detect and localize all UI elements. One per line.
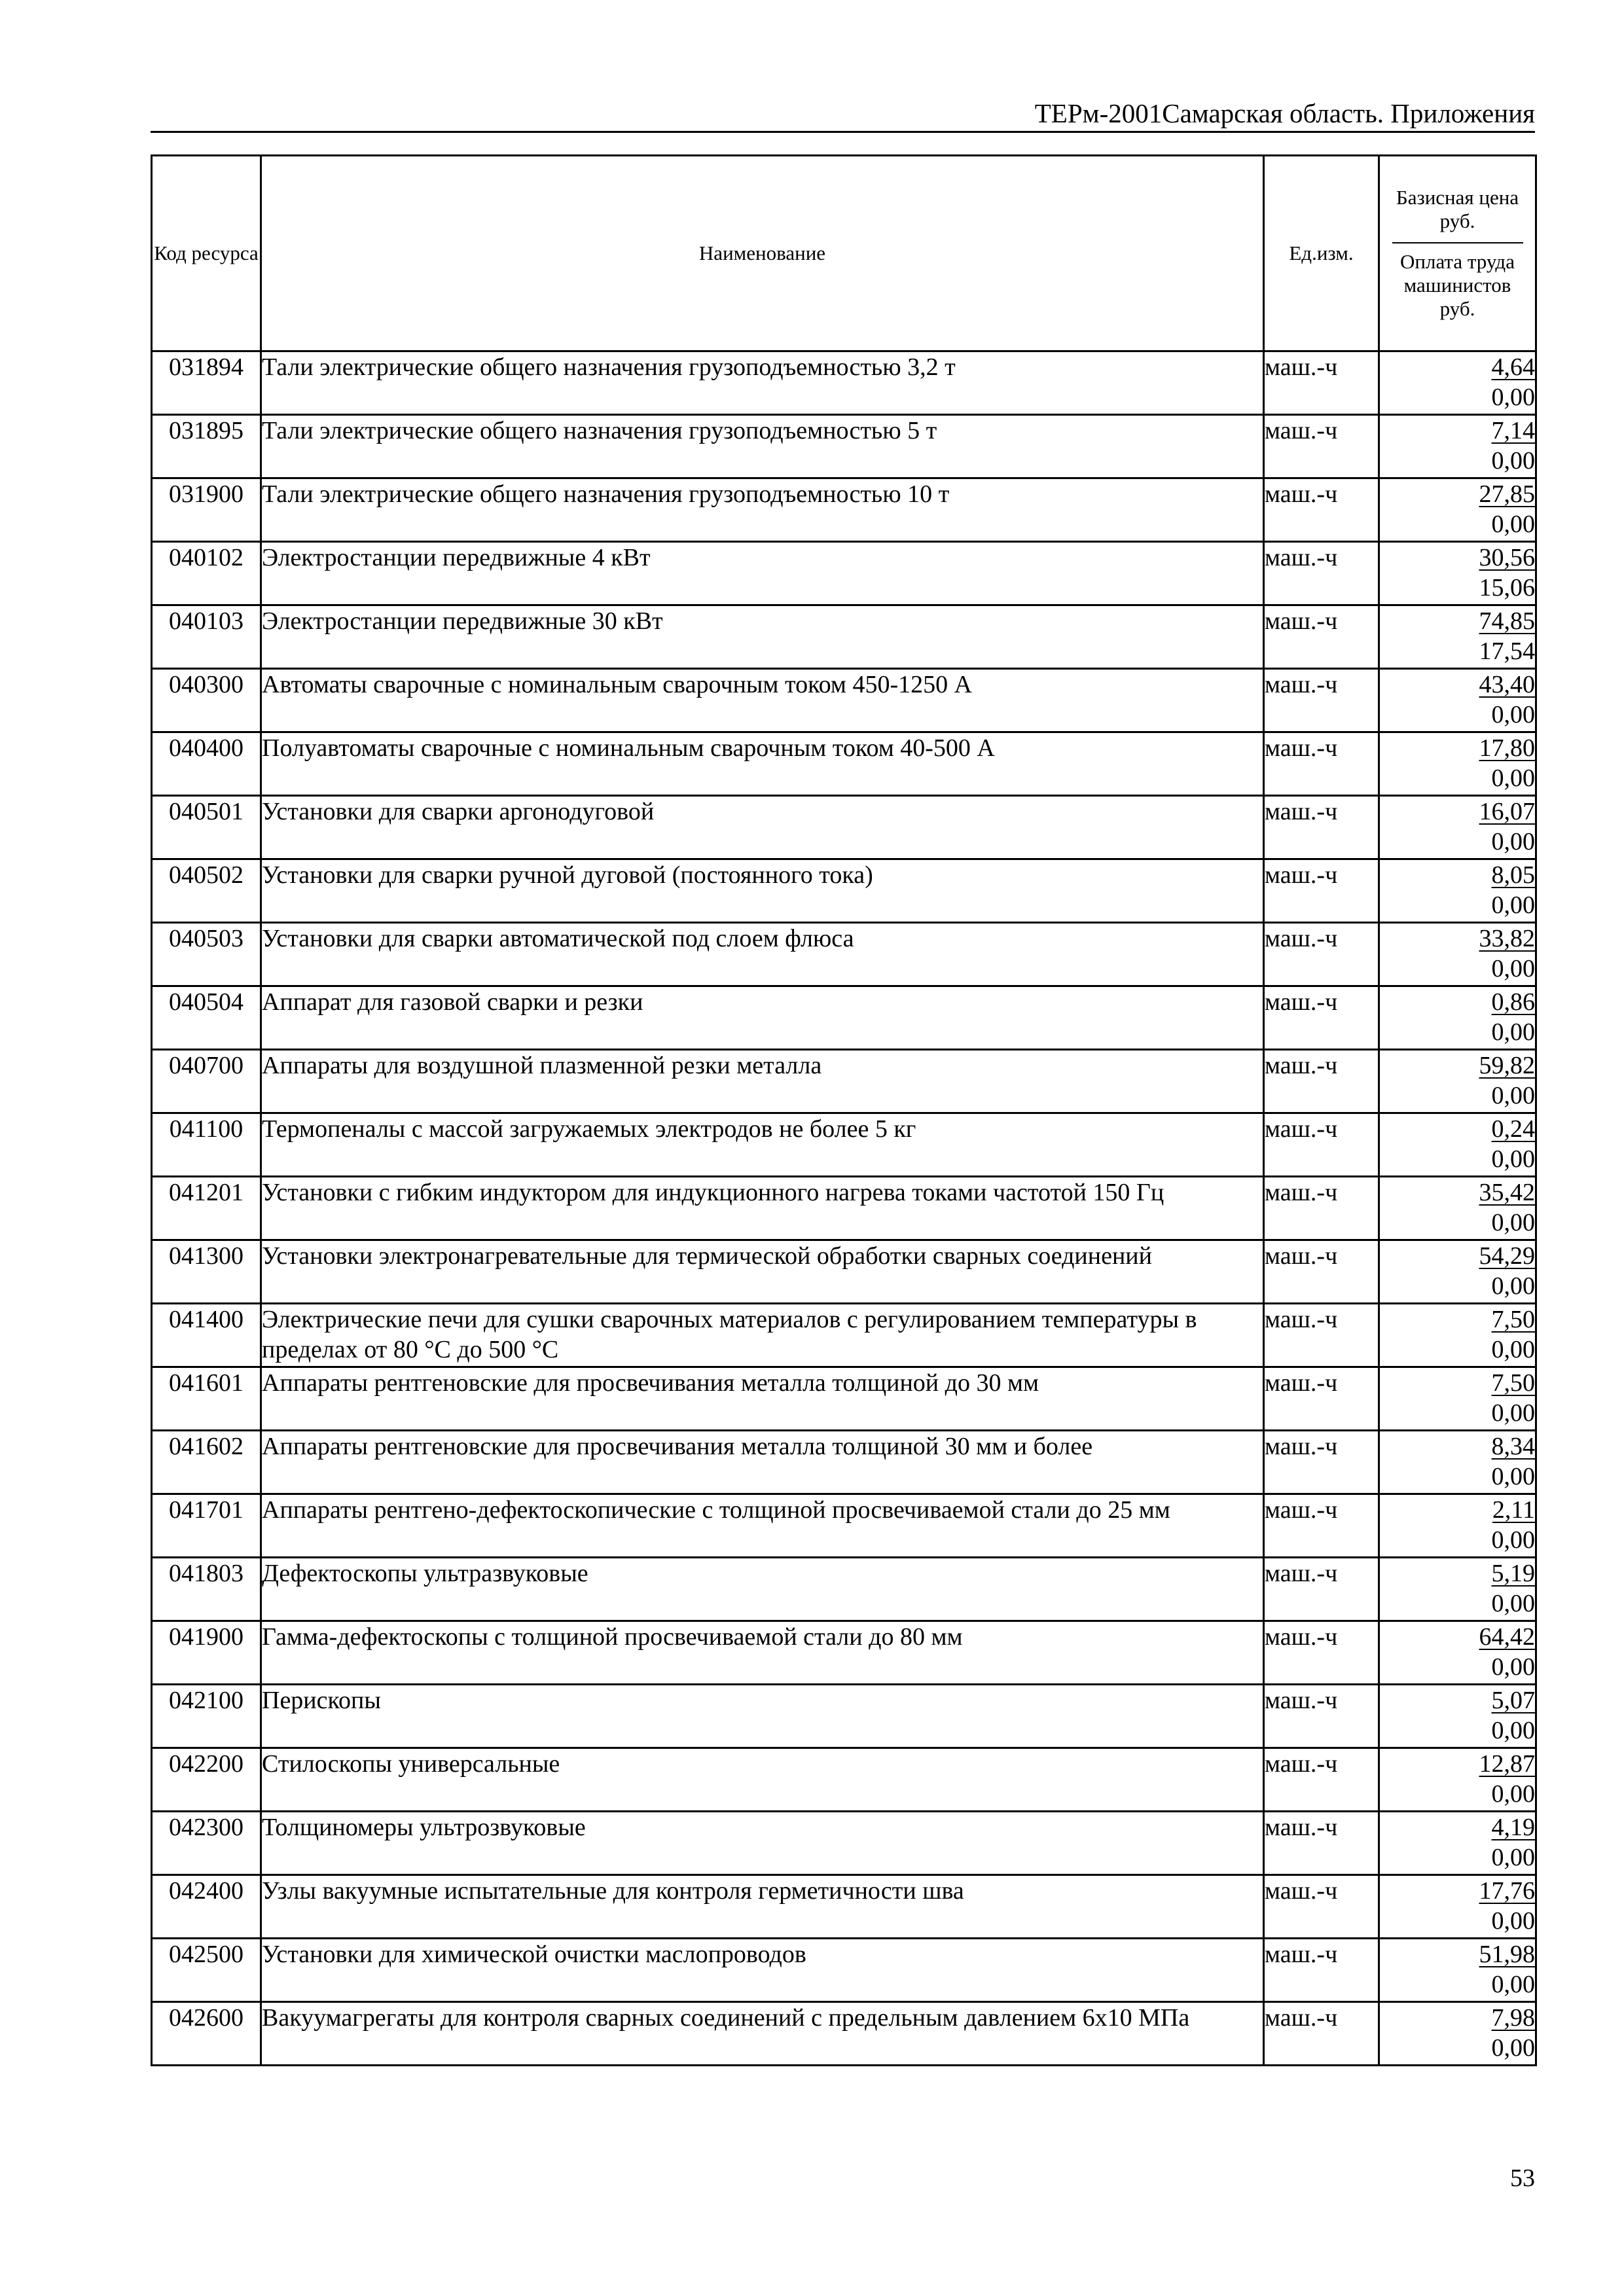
table-row <box>152 351 1536 415</box>
unit-of-measure: маш.-ч <box>1264 669 1379 732</box>
base-price: 7,98 <box>1491 2004 1535 2032</box>
table-row <box>152 1113 1536 1177</box>
column-header-name: Наименование <box>261 156 1264 351</box>
resource-code: 031900 <box>152 478 261 542</box>
table-row <box>152 986 1536 1050</box>
base-price: 5,07 <box>1491 1687 1535 1714</box>
unit-of-measure: маш.-ч <box>1264 351 1379 415</box>
column-header-unit: Ед.изм. <box>1264 156 1379 351</box>
table-row <box>152 1050 1536 1113</box>
resource-code: 040102 <box>152 542 261 605</box>
table-row <box>152 1812 1536 1875</box>
table-row <box>152 1431 1536 1494</box>
resource-code: 042600 <box>152 2002 261 2066</box>
base-price: 7,14 <box>1491 417 1535 444</box>
base-price: 8,34 <box>1491 1433 1535 1460</box>
operator-wage: 0,00 <box>1491 701 1535 728</box>
resource-name: Перископы <box>261 1685 1264 1748</box>
unit-of-measure: маш.-ч <box>1264 923 1379 986</box>
table-row <box>152 1748 1536 1812</box>
resource-name: Гамма-дефектоскопы с толщиной просвечиваемой стали до 80 мм <box>261 1621 1264 1685</box>
resource-code: 040503 <box>152 923 261 986</box>
table-row <box>152 1240 1536 1304</box>
unit-of-measure: маш.-ч <box>1264 2002 1379 2066</box>
unit-of-measure: маш.-ч <box>1264 605 1379 669</box>
unit-of-measure: маш.-ч <box>1264 1748 1379 1812</box>
price-cell <box>1379 478 1536 542</box>
table-row <box>152 2002 1536 2066</box>
resource-name: Установки для сварки аргонодуговой <box>261 796 1264 859</box>
base-price: 51,98 <box>1479 1941 1535 1968</box>
operator-wage: 0,00 <box>1491 1653 1535 1681</box>
price-cell <box>1379 605 1536 669</box>
price-cell <box>1379 1939 1536 2002</box>
base-price: 0,86 <box>1491 988 1535 1016</box>
base-price: 16,07 <box>1479 798 1535 825</box>
resource-code: 041602 <box>152 1431 261 1494</box>
table-row <box>152 796 1536 859</box>
resource-code: 041601 <box>152 1367 261 1431</box>
table-row <box>152 1177 1536 1240</box>
price-cell <box>1379 351 1536 415</box>
base-price: 2,11 <box>1492 1496 1535 1524</box>
page-number: 53 <box>1510 2164 1535 2192</box>
resource-name: Полуавтоматы сварочные с номинальным сварочным током 40-500 А <box>261 732 1264 796</box>
unit-of-measure: маш.-ч <box>1264 1367 1379 1431</box>
unit-of-measure: маш.-ч <box>1264 986 1379 1050</box>
operator-wage: 0,00 <box>1491 384 1535 411</box>
price-cell <box>1379 1621 1536 1685</box>
price-cell <box>1379 1494 1536 1558</box>
base-price: 17,80 <box>1479 734 1535 762</box>
operator-wage: 0,00 <box>1491 1780 1535 1808</box>
price-cell <box>1379 542 1536 605</box>
resource-name: Автоматы сварочные с номинальным сварочным током 450-1250 А <box>261 669 1264 732</box>
operator-wage: 17,54 <box>1479 637 1535 665</box>
table-row <box>152 1875 1536 1939</box>
resource-code: 040103 <box>152 605 261 669</box>
running-header-title: ТЕРм-2001Самарская область. Приложения <box>1034 98 1535 128</box>
operator-wage: 0,00 <box>1491 1907 1535 1935</box>
unit-of-measure: маш.-ч <box>1264 1939 1379 2002</box>
resource-name: Термопеналы с массой загружаемых электродов не более 5 кг <box>261 1113 1264 1177</box>
resource-code: 031895 <box>152 415 261 478</box>
price-cell <box>1379 1875 1536 1939</box>
operator-wage: 0,00 <box>1491 828 1535 855</box>
operator-wage: 0,00 <box>1491 1463 1535 1490</box>
resource-name: Стилоскопы универсальные <box>261 1748 1264 1812</box>
column-header-operator-wage: Оплата труда машинистов руб. <box>1400 250 1515 320</box>
unit-of-measure: маш.-ч <box>1264 1875 1379 1939</box>
table-row <box>152 1685 1536 1748</box>
resource-name: Вакуумагрегаты для контроля сварных соединений с предельным давлением 6х10 МПа <box>261 2002 1264 2066</box>
base-price: 5,19 <box>1491 1560 1535 1587</box>
unit-of-measure: маш.-ч <box>1264 542 1379 605</box>
price-cell <box>1379 1367 1536 1431</box>
resource-code: 041900 <box>152 1621 261 1685</box>
table-row <box>152 1367 1536 1431</box>
column-header-divider <box>1392 242 1523 243</box>
operator-wage: 0,00 <box>1491 447 1535 475</box>
unit-of-measure: маш.-ч <box>1264 1558 1379 1621</box>
operator-wage: 0,00 <box>1491 1272 1535 1300</box>
base-price: 4,64 <box>1491 353 1535 381</box>
resource-code: 041300 <box>152 1240 261 1304</box>
table-row <box>152 1621 1536 1685</box>
base-price: 12,87 <box>1479 1750 1535 1778</box>
operator-wage: 0,00 <box>1491 1590 1535 1617</box>
unit-of-measure: маш.-ч <box>1264 1304 1379 1367</box>
table-row <box>152 732 1536 796</box>
resource-code: 041803 <box>152 1558 261 1621</box>
unit-of-measure: маш.-ч <box>1264 1240 1379 1304</box>
base-price: 0,24 <box>1491 1115 1535 1143</box>
resource-code: 041100 <box>152 1113 261 1177</box>
resource-code: 042100 <box>152 1685 261 1748</box>
resource-code: 041201 <box>152 1177 261 1240</box>
unit-of-measure: маш.-ч <box>1264 859 1379 923</box>
unit-of-measure: маш.-ч <box>1264 478 1379 542</box>
base-price: 64,42 <box>1479 1623 1535 1651</box>
base-price: 35,42 <box>1479 1179 1535 1206</box>
table-row <box>152 415 1536 478</box>
resource-name: Тали электрические общего назначения грузоподъемностью 5 т <box>261 415 1264 478</box>
operator-wage: 0,00 <box>1491 1336 1535 1363</box>
base-price: 7,50 <box>1491 1306 1535 1333</box>
resource-code: 042500 <box>152 1939 261 2002</box>
resource-code: 042300 <box>152 1812 261 1875</box>
base-price: 54,29 <box>1479 1242 1535 1270</box>
operator-wage: 0,00 <box>1491 1717 1535 1744</box>
resource-code: 042200 <box>152 1748 261 1812</box>
price-cell <box>1379 796 1536 859</box>
operator-wage: 0,00 <box>1491 764 1535 792</box>
price-cell <box>1379 1812 1536 1875</box>
resource-name: Дефектоскопы ультразвуковые <box>261 1558 1264 1621</box>
operator-wage: 0,00 <box>1491 2034 1535 2062</box>
unit-of-measure: маш.-ч <box>1264 1812 1379 1875</box>
price-cell <box>1379 1304 1536 1367</box>
operator-wage: 0,00 <box>1491 1399 1535 1427</box>
unit-of-measure: маш.-ч <box>1264 1494 1379 1558</box>
table-row <box>152 542 1536 605</box>
column-header-price <box>1379 156 1536 351</box>
resource-price-table <box>151 154 1537 2066</box>
operator-wage: 0,00 <box>1491 1145 1535 1173</box>
resource-code: 031894 <box>152 351 261 415</box>
resource-code: 041701 <box>152 1494 261 1558</box>
resource-name: Тали электрические общего назначения грузоподъемностью 3,2 т <box>261 351 1264 415</box>
resource-code: 040300 <box>152 669 261 732</box>
header-rule <box>151 131 1535 133</box>
resource-name: Электростанции передвижные 30 кВт <box>261 605 1264 669</box>
unit-of-measure: маш.-ч <box>1264 1621 1379 1685</box>
price-cell <box>1379 859 1536 923</box>
price-cell <box>1379 1113 1536 1177</box>
column-header-code: Код ресурса <box>152 156 261 351</box>
base-price: 4,19 <box>1491 1814 1535 1841</box>
price-cell <box>1379 1177 1536 1240</box>
resource-code: 040501 <box>152 796 261 859</box>
operator-wage: 0,00 <box>1491 955 1535 982</box>
base-price: 27,85 <box>1479 480 1535 508</box>
base-price: 7,50 <box>1491 1369 1535 1397</box>
table-row <box>152 859 1536 923</box>
resource-code: 040400 <box>152 732 261 796</box>
base-price: 30,56 <box>1479 544 1535 571</box>
price-cell <box>1379 669 1536 732</box>
base-price: 8,05 <box>1491 861 1535 889</box>
price-cell <box>1379 1050 1536 1113</box>
resource-code: 040700 <box>152 1050 261 1113</box>
base-price: 43,40 <box>1479 671 1535 698</box>
price-cell <box>1379 1240 1536 1304</box>
table-row <box>152 1304 1536 1367</box>
resource-name: Аппараты для воздушной плазменной резки металла <box>261 1050 1264 1113</box>
price-cell <box>1379 986 1536 1050</box>
operator-wage: 0,00 <box>1491 1971 1535 1998</box>
resource-name: Узлы вакуумные испытательные для контроля герметичности шва <box>261 1875 1264 1939</box>
table-header-row <box>152 156 1536 351</box>
price-cell <box>1379 415 1536 478</box>
resource-name: Установки для химической очистки маслопроводов <box>261 1939 1264 2002</box>
price-cell <box>1379 1748 1536 1812</box>
unit-of-measure: маш.-ч <box>1264 1431 1379 1494</box>
unit-of-measure: маш.-ч <box>1264 1685 1379 1748</box>
base-price: 33,82 <box>1479 925 1535 952</box>
base-price: 74,85 <box>1479 607 1535 635</box>
resource-name: Установки с гибким индуктором для индукционного нагрева токами частотой 150 Гц <box>261 1177 1264 1240</box>
resource-code: 040502 <box>152 859 261 923</box>
base-price: 59,82 <box>1479 1052 1535 1079</box>
table-row <box>152 1494 1536 1558</box>
operator-wage: 0,00 <box>1491 891 1535 919</box>
table-row <box>152 923 1536 986</box>
resource-name: Тали электрические общего назначения грузоподъемностью 10 т <box>261 478 1264 542</box>
operator-wage: 0,00 <box>1491 1844 1535 1871</box>
unit-of-measure: маш.-ч <box>1264 415 1379 478</box>
operator-wage: 0,00 <box>1491 1209 1535 1236</box>
operator-wage: 0,00 <box>1491 1082 1535 1109</box>
unit-of-measure: маш.-ч <box>1264 1177 1379 1240</box>
column-header-base-price: Базисная цена руб. <box>1396 186 1519 232</box>
price-cell <box>1379 732 1536 796</box>
price-cell <box>1379 923 1536 986</box>
price-cell <box>1379 1685 1536 1748</box>
table-row <box>152 669 1536 732</box>
resource-name: Аппарат для газовой сварки и резки <box>261 986 1264 1050</box>
resource-code: 042400 <box>152 1875 261 1939</box>
operator-wage: 0,00 <box>1491 1018 1535 1046</box>
price-cell <box>1379 1558 1536 1621</box>
resource-name: Аппараты рентгеновские для просвечивания металла толщиной до 30 мм <box>261 1367 1264 1431</box>
resource-name: Электростанции передвижные 4 кВт <box>261 542 1264 605</box>
resource-name: Толщиномеры ультрозвуковые <box>261 1812 1264 1875</box>
operator-wage: 15,06 <box>1479 574 1535 601</box>
resource-name: Аппараты рентгеновские для просвечивания металла толщиной 30 мм и более <box>261 1431 1264 1494</box>
resource-name: Аппараты рентгено-дефектоскопические с толщиной просвечиваемой стали до 25 мм <box>261 1494 1264 1558</box>
operator-wage: 0,00 <box>1491 1526 1535 1554</box>
unit-of-measure: маш.-ч <box>1264 796 1379 859</box>
base-price: 17,76 <box>1479 1877 1535 1905</box>
operator-wage: 0,00 <box>1491 511 1535 538</box>
resource-name: Установки для сварки автоматической под слоем флюса <box>261 923 1264 986</box>
resource-name: Установки для сварки ручной дуговой (постоянного тока) <box>261 859 1264 923</box>
table-body <box>152 351 1536 2066</box>
resource-code: 041400 <box>152 1304 261 1367</box>
table-row <box>152 605 1536 669</box>
table-row <box>152 1558 1536 1621</box>
table-row <box>152 1939 1536 2002</box>
unit-of-measure: маш.-ч <box>1264 1113 1379 1177</box>
resource-code: 040504 <box>152 986 261 1050</box>
resource-name: Электрические печи для сушки сварочных материалов с регулированием температуры в пределах от 80 °С до 500 °С <box>261 1304 1264 1367</box>
unit-of-measure: маш.-ч <box>1264 732 1379 796</box>
unit-of-measure: маш.-ч <box>1264 1050 1379 1113</box>
resource-name: Установки электронагревательные для термической обработки сварных соединений <box>261 1240 1264 1304</box>
price-cell <box>1379 2002 1536 2066</box>
price-cell <box>1379 1431 1536 1494</box>
table-row <box>152 478 1536 542</box>
